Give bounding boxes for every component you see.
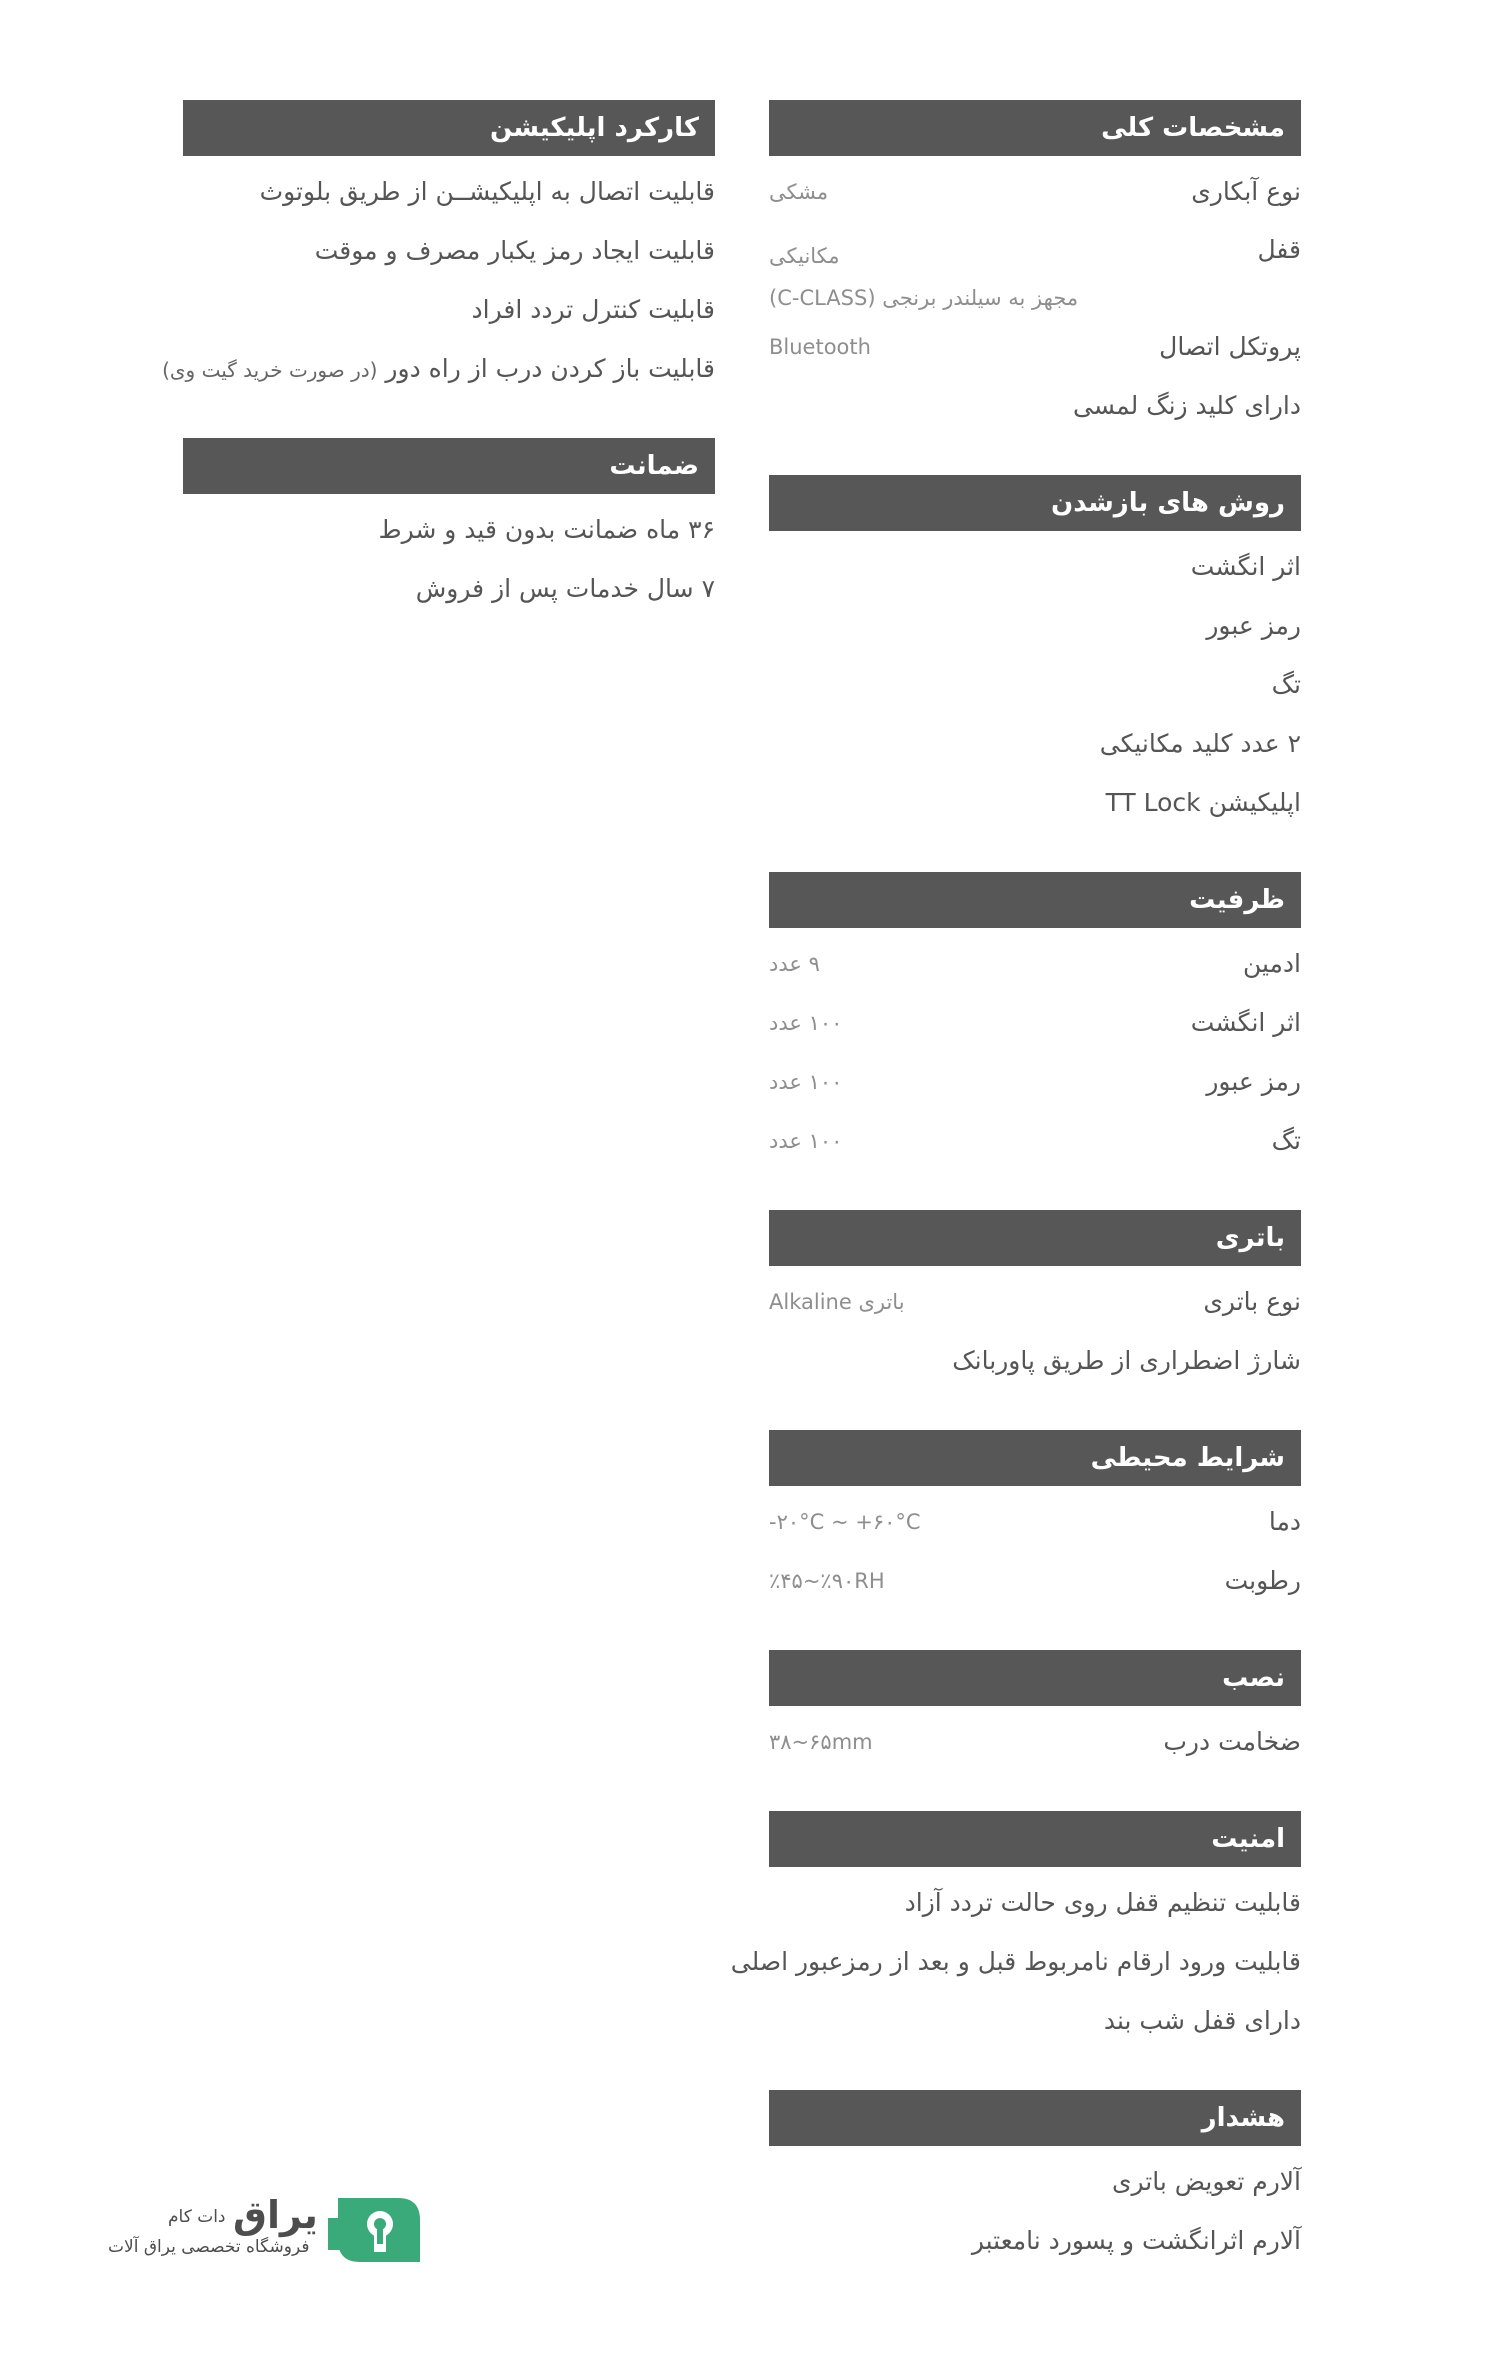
list-item: اپلیکیشن TT Lock — [1105, 788, 1301, 817]
row-label: ضخامت درب — [1163, 1727, 1301, 1756]
row-value: Bluetooth — [769, 334, 871, 359]
row-capacity — [769, 1052, 1301, 1111]
list-item: اثر انگشت — [1190, 552, 1301, 581]
row-value: ۹ عدد — [769, 951, 820, 976]
left-column — [162, 100, 715, 658]
row-battery-type — [769, 1272, 1301, 1331]
list-item: دارای قفل شب بند — [1103, 2006, 1301, 2035]
remote-main: قابلیت باز کردن درب از راه دور — [385, 354, 715, 383]
row-temperature — [769, 1492, 1301, 1551]
row-label: رطوبت — [1224, 1566, 1301, 1595]
list-item: ۲ عدد کلید مکانیکی — [1099, 729, 1301, 758]
row-label: پروتکل اتصال — [1159, 332, 1301, 361]
section-security — [730, 1811, 1301, 2050]
section-app — [162, 100, 715, 398]
row-door-thickness — [769, 1712, 1301, 1771]
section-title-general: مشخصات کلی — [769, 100, 1301, 156]
section-install — [769, 1650, 1301, 1771]
logo-dotcom: دات کام — [168, 2207, 226, 2227]
section-alarm — [769, 2090, 1301, 2270]
row-lock — [769, 221, 1301, 317]
row-label: اثر انگشت — [1190, 1008, 1301, 1037]
list-item: ۳۶ ماه ضمانت بدون قید و شرط — [378, 515, 715, 544]
row-label: نوع آبکاری — [1191, 177, 1301, 206]
section-title-battery: باتری — [769, 1210, 1301, 1266]
list-item: تگ — [1271, 670, 1301, 699]
list-item: ۷ سال خدمات پس از فروش — [415, 574, 715, 603]
section-title-warranty: ضمانت — [183, 438, 715, 494]
list-item: آلارم اثرانگشت و پسورد نامعتبر — [971, 2226, 1301, 2255]
section-general — [769, 100, 1301, 435]
row-capacity — [769, 1111, 1301, 1170]
row-humidity — [769, 1551, 1301, 1610]
row-capacity — [769, 993, 1301, 1052]
row-value: ۳۸~۶۵mm — [769, 1729, 873, 1754]
list-item: قابلیت تنظیم قفل روی حالت تردد آزاد — [904, 1888, 1301, 1917]
list-item: قابلیت اتصال به اپلیکیشــن از طریق بلوتوث — [259, 177, 715, 206]
section-warranty — [183, 438, 715, 618]
row-label: ادمین — [1242, 949, 1301, 978]
section-title-environment: شرایط محیطی — [769, 1430, 1301, 1486]
bell-feature: دارای کلید زنگ لمسی — [1073, 391, 1301, 420]
section-environment — [769, 1430, 1301, 1610]
row-value: ۱۰۰ عدد — [769, 1069, 843, 1094]
section-capacity — [769, 872, 1301, 1170]
row-label: قفل — [1257, 235, 1301, 264]
row-value-stack — [769, 235, 1078, 319]
row-label: تگ — [1271, 1126, 1301, 1155]
brand-logo — [108, 2185, 438, 2275]
section-title-app: کارکرد اپلیکیشن — [183, 100, 715, 156]
list-item: قابلیت ایجاد رمز یکبار مصرف و موقت — [314, 236, 715, 265]
section-title-alarm: هشدار — [769, 2090, 1301, 2146]
remote-note: (در صورت خرید گیت وی) — [162, 358, 378, 382]
section-title-install: نصب — [769, 1650, 1301, 1706]
row-value: ۱۰۰ عدد — [769, 1128, 843, 1153]
list-item: رمز عبور — [1206, 611, 1301, 640]
battery-charge: شارژ اضطراری از طریق پاوربانک — [952, 1346, 1301, 1375]
section-battery — [769, 1210, 1301, 1390]
row-value: ٪۴۵~٪۹۰RH — [769, 1568, 885, 1593]
right-column — [730, 100, 1301, 2310]
list-item-remote — [162, 339, 715, 398]
row-capacity — [769, 934, 1301, 993]
section-title-capacity: ظرفیت — [769, 872, 1301, 928]
row-value: باتری Alkaline — [769, 1289, 905, 1314]
row-label: رمز عبور — [1206, 1067, 1301, 1096]
row-value: ۱۰۰ عدد — [769, 1010, 843, 1035]
lock-value-line2: مجهز به سیلندر برنجی (C-CLASS) — [769, 286, 1079, 310]
row-value: -۲۰°C ~ +۶۰°C — [769, 1509, 921, 1534]
logo-tagline: فروشگاه تخصصی یراق آلات — [108, 2237, 310, 2257]
lock-value-line1: مکانیکی — [769, 244, 840, 268]
row-finish — [769, 162, 1301, 221]
list-item: آلارم تعویض باتری — [1111, 2167, 1301, 2196]
section-title-security: امنیت — [769, 1811, 1301, 1867]
list-item: قابلیت ورود ارقام نامربوط قبل و بعد از رمزعبور اصلی — [730, 1947, 1301, 1976]
logo-name: یراق — [233, 2193, 318, 2237]
keyhole-logo-icon — [320, 2190, 430, 2270]
section-title-unlock: روش های بازشدن — [769, 475, 1301, 531]
row-protocol — [769, 317, 1301, 376]
row-value: مشکی — [769, 179, 829, 204]
list-item: قابلیت کنترل تردد افراد — [471, 295, 715, 324]
row-label: نوع باتری — [1203, 1287, 1301, 1316]
row-label: دما — [1268, 1507, 1301, 1536]
section-unlock — [769, 475, 1301, 832]
